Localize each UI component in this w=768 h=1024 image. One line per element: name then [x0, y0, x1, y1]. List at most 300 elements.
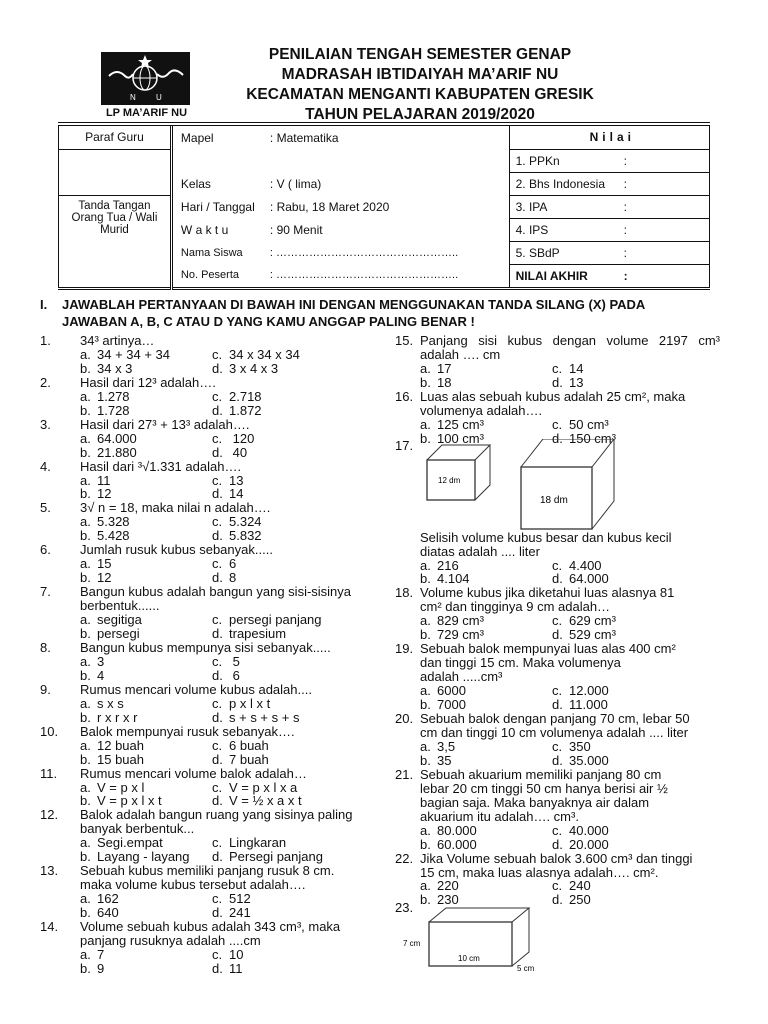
option-letter: a.: [420, 360, 431, 376]
option-b[interactable]: [80, 362, 212, 376]
question-number: 1.: [40, 333, 51, 348]
option-a[interactable]: [420, 684, 552, 698]
option-letter: c.: [552, 360, 563, 376]
option-d[interactable]: [212, 669, 380, 683]
option-d[interactable]: [212, 850, 380, 864]
answer-options: [80, 348, 380, 376]
question-number: 13.: [40, 863, 59, 879]
nilai-label: 4. IPS: [515, 222, 549, 237]
option-c[interactable]: [552, 684, 720, 698]
option-text: 629 cm³: [569, 613, 616, 629]
answer-options: [80, 557, 380, 585]
option-text: 18: [437, 374, 452, 390]
option-b[interactable]: [80, 962, 212, 976]
question-text-line: Panjang sisi kubus dengan volume 2197 cm³: [420, 333, 720, 348]
option-letter: b.: [420, 752, 431, 768]
question-number: 9.: [40, 681, 51, 697]
question-item: [40, 683, 380, 725]
option-c[interactable]: [552, 362, 720, 376]
question-text-line: Rumus mencari volume kubus adalah....: [80, 681, 312, 697]
option-text: 100 cm³: [437, 430, 484, 446]
option-letter: b.: [80, 849, 91, 865]
option-c[interactable]: [212, 781, 380, 795]
question-text-line: Balok mempunyai rusuk sebanyak….: [80, 723, 295, 739]
question-number: 17.: [395, 437, 414, 453]
option-text: 13: [229, 472, 244, 488]
option-letter: a.: [80, 779, 91, 795]
option-text: V = p x l: [97, 779, 145, 795]
option-text: s x s: [97, 695, 124, 711]
field-value: : …………………………………………..: [269, 269, 459, 282]
option-d[interactable]: [212, 753, 380, 767]
question-item: [40, 418, 380, 460]
question-text-line: Hasil dari 12³ adalah….: [80, 374, 216, 390]
option-b[interactable]: [80, 794, 212, 808]
option-letter: c.: [212, 472, 223, 488]
exam-info-table: [58, 122, 710, 290]
option-letter: c.: [552, 878, 563, 894]
option-b[interactable]: [80, 906, 212, 920]
option-text: 12.000: [569, 683, 609, 699]
option-text: 60.000: [437, 836, 477, 852]
option-text: 11: [97, 472, 111, 488]
nilai-akhir: [509, 264, 709, 288]
question-text-line: berbentuk......: [80, 598, 160, 614]
option-c[interactable]: [212, 474, 380, 488]
tanda-tangan-line: Orang Tua / Wali: [71, 211, 158, 224]
option-c[interactable]: [212, 836, 380, 850]
option-text: 12 buah: [97, 737, 144, 753]
nilai-colon: :: [623, 176, 627, 191]
option-letter: d.: [212, 444, 223, 460]
option-b[interactable]: [420, 838, 552, 852]
option-b[interactable]: [80, 529, 212, 543]
question-text-line: maka volume kubus tersebut adalah….: [80, 877, 306, 893]
option-letter: c.: [552, 613, 563, 629]
cube-side-face: [475, 445, 490, 500]
title-line: TAHUN PELAJARAN 2019/2020: [305, 106, 535, 123]
question-item: [395, 439, 720, 587]
option-letter: d.: [212, 905, 223, 921]
section-line: JAWABLAH PERTANYAAN DI BAWAH INI DENGAN MENGGUNAKAN TANDA SILANG (X) PADA: [62, 297, 646, 312]
option-letter: d.: [212, 849, 223, 865]
answer-options: [80, 781, 380, 809]
option-letter: c.: [212, 346, 223, 362]
option-a[interactable]: [80, 390, 212, 404]
cube-top-face: [429, 908, 529, 922]
option-b[interactable]: [80, 753, 212, 767]
nilai-bhs-indonesia: [509, 172, 709, 195]
option-b[interactable]: [420, 572, 552, 586]
question-body: [80, 725, 380, 767]
nilai-colon: :: [623, 245, 627, 260]
option-text: trapesium: [229, 626, 287, 642]
question-body: [420, 852, 720, 908]
option-a[interactable]: [420, 559, 552, 573]
option-text: 4.400: [569, 557, 602, 573]
option-b[interactable]: [80, 850, 212, 864]
question-text-line: cm² dan tingginya 9 cm adalah…: [420, 599, 611, 615]
option-text: 3,5: [437, 738, 456, 754]
option-letter: b.: [80, 402, 91, 418]
length-label: 10 cm: [458, 954, 480, 964]
option-letter: c.: [212, 695, 223, 711]
option-letter: c.: [212, 653, 223, 669]
option-c[interactable]: [212, 432, 380, 446]
option-text: 512: [229, 891, 251, 907]
option-letter: b.: [80, 444, 91, 460]
option-b[interactable]: [80, 571, 212, 585]
option-b[interactable]: [420, 628, 552, 642]
tanda-tangan-box[interactable]: [59, 195, 172, 288]
option-d[interactable]: [212, 487, 380, 501]
option-letter: c.: [552, 416, 563, 432]
option-letter: c.: [552, 557, 563, 573]
question-number: 5.: [40, 500, 51, 516]
option-a[interactable]: [420, 362, 552, 376]
answer-options: [80, 515, 380, 543]
question-text-line: Sebuah balok mempunyai luas alas 400 cm²: [420, 641, 676, 657]
question-body: [80, 641, 380, 683]
question-body: [80, 501, 380, 543]
answer-options: [80, 697, 380, 725]
option-text: 162: [97, 891, 119, 907]
svg-text:N: N: [130, 93, 136, 102]
option-letter: c.: [212, 388, 223, 404]
option-text: 2.718: [229, 388, 262, 404]
question-body: [80, 585, 380, 641]
question-body: [80, 864, 380, 920]
option-d[interactable]: [212, 906, 380, 920]
nilai-header: Nilai: [509, 124, 709, 149]
option-b[interactable]: [80, 487, 212, 501]
nilai-label: 5. SBdP: [515, 245, 560, 260]
option-b[interactable]: [80, 711, 212, 725]
question-text-line: Volume kubus jika diketahui luas alasnya 81: [420, 585, 675, 601]
question-text-line: 15 cm, maka luas alasnya adalah…. cm².: [420, 864, 659, 880]
option-a[interactable]: [80, 739, 212, 753]
option-letter: a.: [420, 416, 431, 432]
option-text: Segi.empat: [97, 835, 163, 851]
globe-emblem-icon: [101, 52, 190, 105]
field-nama-siswa[interactable]: [171, 241, 509, 264]
option-d[interactable]: [552, 628, 720, 642]
option-text: 220: [437, 878, 459, 894]
option-text: 12: [97, 486, 112, 502]
option-text: 1.278: [97, 388, 130, 404]
question-body: [80, 683, 380, 725]
option-letter: b.: [80, 486, 91, 502]
option-letter: d.: [212, 960, 223, 976]
option-text: 150 cm³: [569, 430, 616, 446]
field-label: W a k t u: [180, 222, 229, 237]
nilai-sbdp: [509, 241, 709, 264]
option-letter: d.: [212, 402, 223, 418]
option-text: 14: [569, 360, 584, 376]
option-a[interactable]: [80, 655, 212, 669]
option-a[interactable]: [80, 432, 212, 446]
field-value: : Rabu, 18 Maret 2020: [269, 199, 390, 214]
option-d[interactable]: [212, 962, 380, 976]
option-text: p x l x t: [229, 695, 271, 711]
option-letter: d.: [552, 892, 563, 908]
option-text: 5.324: [229, 514, 262, 530]
option-letter: c.: [212, 737, 223, 753]
question-text-line: dan tinggi 15 cm. Maka volumenya: [420, 655, 621, 671]
option-text: 120: [229, 430, 255, 446]
question-body: [420, 390, 720, 446]
option-text: 9: [97, 960, 105, 976]
option-text: 5.832: [229, 528, 262, 544]
option-letter: b.: [420, 374, 431, 390]
option-d[interactable]: [212, 711, 380, 725]
option-text: 216: [437, 557, 459, 573]
option-c[interactable]: [212, 348, 380, 362]
option-b[interactable]: [420, 698, 552, 712]
option-c[interactable]: [552, 418, 720, 432]
question-text-line: Volume sebuah kubus adalah 343 cm³, maka: [80, 919, 341, 935]
question-number: 20.: [395, 711, 414, 727]
option-text: 829 cm³: [437, 613, 484, 629]
field-kelas: [171, 172, 509, 195]
option-a[interactable]: [80, 948, 212, 962]
option-a[interactable]: [80, 697, 212, 711]
option-letter: b.: [420, 836, 431, 852]
option-a[interactable]: [80, 892, 212, 906]
option-letter: d.: [212, 570, 223, 586]
option-d[interactable]: [212, 404, 380, 418]
option-a[interactable]: [80, 557, 212, 571]
question-number: 18.: [395, 585, 414, 601]
field-label: No. Peserta: [180, 269, 239, 282]
option-a[interactable]: [80, 613, 212, 627]
option-letter: d.: [552, 571, 563, 587]
section-number: I.: [40, 297, 48, 312]
question-body: [420, 642, 720, 712]
option-text: 230: [437, 892, 459, 908]
option-a[interactable]: [420, 418, 552, 432]
option-a[interactable]: [420, 824, 552, 838]
option-text: 1.728: [97, 402, 130, 418]
field-no-peserta[interactable]: [171, 264, 509, 288]
option-text: 15 buah: [97, 751, 144, 767]
option-text: 240: [569, 878, 591, 894]
option-letter: d.: [212, 709, 223, 725]
option-c[interactable]: [212, 892, 380, 906]
option-a[interactable]: [420, 740, 552, 754]
option-letter: a.: [420, 683, 431, 699]
option-letter: c.: [212, 779, 223, 795]
option-d[interactable]: [552, 838, 720, 852]
option-a[interactable]: [80, 781, 212, 795]
option-letter: b.: [80, 751, 91, 767]
question-item: [40, 864, 380, 920]
option-text: 529 cm³: [569, 627, 616, 643]
option-letter: a.: [420, 878, 431, 894]
answer-options: [80, 613, 380, 641]
question-text-line: panjang rusuknya adalah ....cm: [80, 932, 261, 948]
option-c[interactable]: [212, 948, 380, 962]
option-text: 7000: [437, 697, 466, 713]
question-text-line: Rumus mencari volume balok adalah…: [80, 765, 307, 781]
nilai-label: 1. PPKn: [515, 153, 560, 168]
option-letter: a.: [420, 738, 431, 754]
nilai-label: 3. IPA: [515, 199, 548, 214]
questions-right-column: [395, 334, 720, 973]
paraf-guru-box[interactable]: [59, 149, 172, 195]
option-d[interactable]: [212, 362, 380, 376]
option-letter: a.: [420, 557, 431, 573]
question-text-line: akuarium itu adalah…. cm³.: [420, 808, 579, 824]
option-c[interactable]: [212, 655, 380, 669]
question-text-line: Sebuah kubus memiliki panjang rusuk 8 cm.: [80, 863, 335, 879]
answer-options: [420, 740, 720, 768]
option-text: 729 cm³: [437, 627, 484, 643]
option-c[interactable]: [212, 515, 380, 529]
option-a[interactable]: [420, 879, 552, 893]
option-letter: c.: [212, 556, 223, 572]
question-text-line: Balok adalah bangun ruang yang sisinya paling: [80, 807, 353, 823]
question-item: [40, 641, 380, 683]
option-d[interactable]: [552, 698, 720, 712]
option-c[interactable]: [212, 697, 380, 711]
option-text: 6 buah: [229, 737, 269, 753]
option-letter: c.: [552, 683, 563, 699]
option-letter: a.: [420, 613, 431, 629]
option-letter: a.: [80, 346, 91, 362]
field-label: Hari / Tanggal: [180, 199, 255, 214]
section-instructions: [40, 296, 720, 330]
document-title: [200, 45, 640, 125]
option-d[interactable]: [212, 794, 380, 808]
question-body: [80, 376, 380, 418]
option-letter: c.: [212, 891, 223, 907]
field-label: Mapel: [180, 130, 214, 145]
question-number: 16.: [395, 388, 414, 404]
option-c[interactable]: [212, 613, 380, 627]
option-c[interactable]: [212, 739, 380, 753]
option-a[interactable]: [80, 836, 212, 850]
option-text: 35.000: [569, 752, 609, 768]
option-letter: d.: [212, 486, 223, 502]
question-item: [395, 586, 720, 642]
option-c[interactable]: [212, 390, 380, 404]
question-number: 21.: [395, 766, 414, 782]
blank-row: [171, 149, 509, 172]
option-b[interactable]: [80, 669, 212, 683]
option-text: 15: [97, 556, 112, 572]
option-b[interactable]: [80, 627, 212, 641]
option-d[interactable]: [212, 571, 380, 585]
option-letter: a.: [80, 653, 91, 669]
cubes-figure: [420, 439, 620, 531]
option-text: 125 cm³: [437, 416, 484, 432]
nilai-ppkn: [509, 149, 709, 172]
question-text-line: Sebuah balok dengan panjang 70 cm, lebar 50: [420, 711, 690, 727]
question-body: [80, 808, 380, 864]
option-c[interactable]: [552, 559, 720, 573]
box-figure: [400, 901, 600, 973]
option-letter: b.: [420, 697, 431, 713]
option-a[interactable]: [80, 348, 212, 362]
question-number: 14.: [40, 919, 59, 935]
option-letter: b.: [80, 360, 91, 376]
title-line: KECAMATAN MENGANTI KABUPATEN GRESIK: [246, 86, 594, 103]
option-c[interactable]: [552, 879, 720, 893]
option-a[interactable]: [80, 474, 212, 488]
option-c[interactable]: [212, 557, 380, 571]
question-text-line: bagian saja. Maka banyaknya air dalam: [420, 794, 650, 810]
option-text: Persegi panjang: [229, 849, 323, 865]
option-b[interactable]: [80, 446, 212, 460]
option-letter: b.: [420, 571, 431, 587]
question-body: [80, 543, 380, 585]
option-c[interactable]: [552, 824, 720, 838]
option-text: 7: [97, 946, 105, 962]
option-text: 4: [97, 667, 105, 683]
question-body: [80, 418, 380, 460]
option-b[interactable]: [420, 376, 552, 390]
option-letter: d.: [212, 360, 223, 376]
option-text: 40.000: [569, 822, 609, 838]
question-text-line: cm dan tinggi 10 cm volumenya adalah .... liter: [420, 724, 689, 740]
option-d[interactable]: [552, 754, 720, 768]
nilai-colon: :: [623, 268, 628, 283]
question-number: 15.: [395, 333, 414, 348]
question-body: [80, 460, 380, 502]
option-text: 14: [229, 486, 244, 502]
cube-side-face: [512, 908, 529, 966]
nilai-colon: :: [623, 222, 627, 237]
question-item: [395, 901, 720, 973]
option-letter: d.: [212, 751, 223, 767]
field-value: : V ( lima): [269, 176, 322, 191]
option-text: Layang - layang: [97, 849, 190, 865]
question-number: 11.: [40, 765, 58, 781]
option-text: 80.000: [437, 822, 477, 838]
option-letter: b.: [80, 793, 91, 809]
option-b[interactable]: [420, 754, 552, 768]
option-letter: c.: [212, 430, 223, 446]
option-letter: b.: [420, 430, 431, 446]
title-line: PENILAIAN TENGAH SEMESTER GENAP: [268, 46, 572, 63]
option-d[interactable]: [212, 529, 380, 543]
option-c[interactable]: [552, 740, 720, 754]
option-letter: b.: [420, 892, 431, 908]
option-a[interactable]: [80, 515, 212, 529]
option-text: 241: [229, 905, 251, 921]
option-d[interactable]: [212, 446, 380, 460]
option-d[interactable]: [212, 627, 380, 641]
option-letter: c.: [552, 738, 563, 754]
option-letter: a.: [80, 612, 91, 628]
answer-options: [80, 655, 380, 683]
option-c[interactable]: [552, 614, 720, 628]
option-b[interactable]: [80, 404, 212, 418]
answer-options: [80, 390, 380, 418]
answer-options: [80, 892, 380, 920]
question-item: [40, 585, 380, 641]
option-letter: d.: [552, 430, 563, 446]
option-text: 8: [229, 570, 237, 586]
option-a[interactable]: [420, 614, 552, 628]
option-d[interactable]: [552, 376, 720, 390]
questions-left-column: [40, 334, 380, 976]
nilai-ips: [509, 218, 709, 241]
logo-caption: LP MA’ARIF NU: [105, 107, 188, 119]
paraf-guru-label: Paraf Guru: [59, 124, 172, 149]
option-d[interactable]: [552, 572, 720, 586]
